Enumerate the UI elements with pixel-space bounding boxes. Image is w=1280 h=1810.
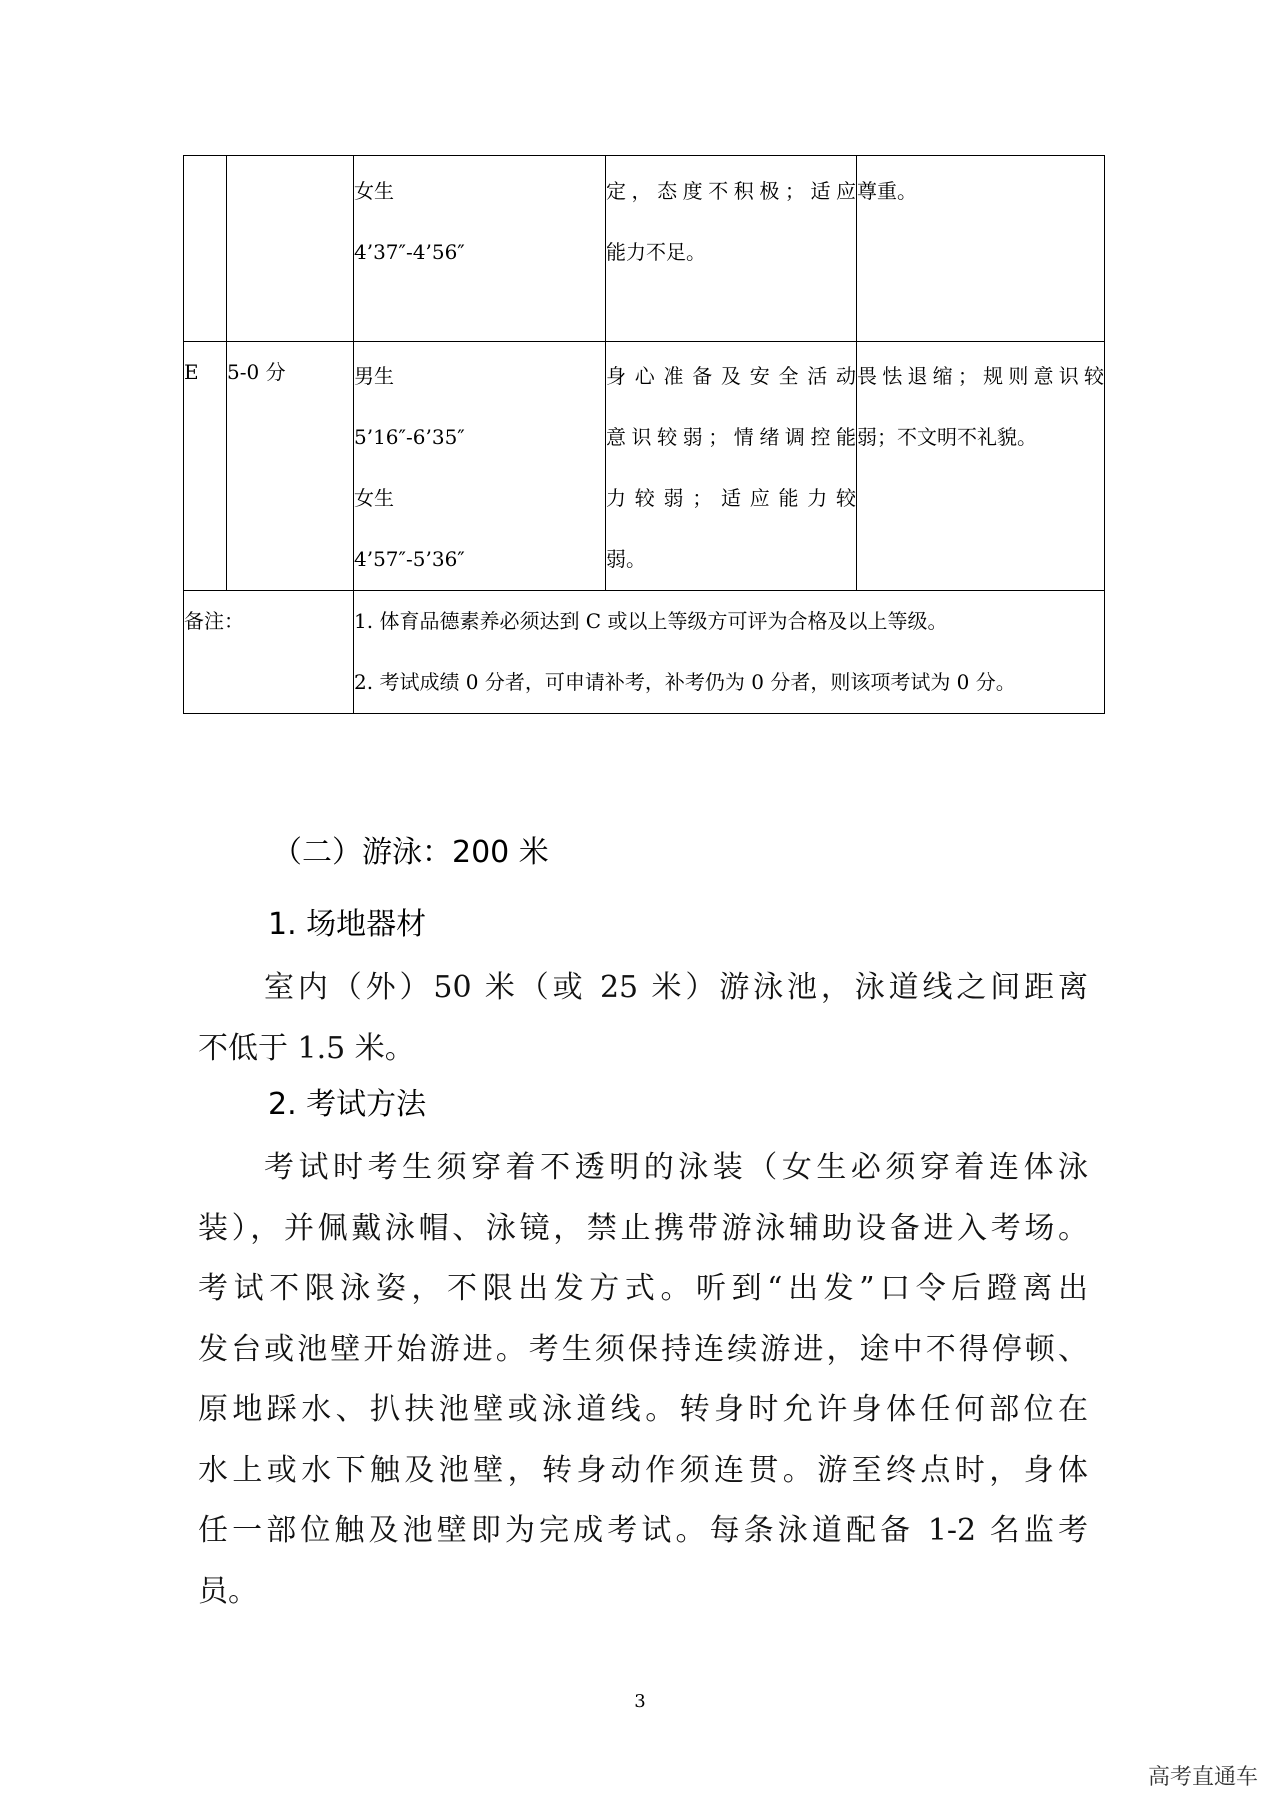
physical-line: 定，态度不积极；适应 [606, 179, 856, 203]
physical-line: 弱。 [606, 547, 646, 571]
moral-line: 弱；不文明不礼貌。 [857, 425, 1037, 449]
paragraph-line: 发台或池壁开始游进。考生须保持连续游进，途中不得停顿、 [198, 1331, 1088, 1367]
score-cell: 5-0 分 [227, 342, 354, 591]
method-paragraph [198, 1138, 1088, 1622]
physical-line: 能力不足。 [606, 240, 706, 264]
score-cell [227, 156, 354, 342]
time-cell [354, 156, 606, 342]
table-row-d-continued [184, 156, 1105, 342]
time-cell [354, 342, 606, 591]
physical-line: 力较弱；适应能力较 [606, 486, 856, 510]
physical-cell [606, 156, 857, 342]
table-row-notes [184, 591, 1105, 714]
grade-cell [184, 156, 227, 342]
paragraph-line: 装），并佩戴泳帽、泳镜，禁止携带游泳辅助设备进入考场。 [198, 1210, 1088, 1246]
time-range-female: 4’57″-5’36″ [354, 547, 465, 571]
time-label-male: 男生 [354, 364, 394, 388]
paragraph-line: 不低于 1.5 米。 [198, 1030, 415, 1066]
paragraph-line: 员。 [198, 1573, 258, 1609]
notes-cell [354, 591, 1105, 714]
physical-line: 身心准备及安全活动 [606, 364, 856, 388]
paragraph-line: 任一部位触及池壁即为完成考试。每条泳道配备 1-2 名监考 [198, 1513, 1088, 1548]
moral-cell [857, 156, 1105, 342]
paragraph-line: 室内（外）50 米（或 25 米）游泳池，泳道线之间距离 [264, 970, 1088, 1005]
table-row-e [184, 342, 1105, 591]
method-heading: 2. 考试方法 [268, 1087, 427, 1122]
note-item: 2. 考试成绩 0 分者，可申请补考，补考仍为 0 分者，则该项考试为 0 分。 [354, 670, 1016, 694]
physical-line: 意识较弱；情绪调控能 [606, 425, 856, 449]
physical-cell [606, 342, 857, 591]
paragraph-line: 原地踩水、扒扶池壁或泳道线。转身时允许身体任何部位在 [198, 1392, 1088, 1427]
watermark: 高考直通车 [1147, 1765, 1258, 1790]
paragraph-line: 考试不限泳姿，不限出发方式。听到“出发”口令后蹬离出 [198, 1271, 1088, 1306]
grade-cell: E [184, 342, 227, 591]
notes-label: 备注： [184, 591, 354, 714]
venue-heading: 1. 场地器材 [268, 907, 427, 942]
paragraph-line: 水上或水下触及池壁，转身动作须连贯。游至终点时，身体 [198, 1452, 1088, 1488]
section-title: （二）游泳：200 米 [272, 835, 549, 870]
page-number: 3 [634, 1691, 646, 1712]
grading-table [183, 155, 1105, 714]
venue-paragraph [198, 958, 1088, 1079]
moral-cell [857, 342, 1105, 591]
time-range-female: 4’37″-4’56″ [354, 240, 465, 264]
time-range-male: 5’16″-6’35″ [354, 425, 465, 449]
note-item: 1. 体育品德素养必须达到 C 或以上等级方可评为合格及以上等级。 [354, 609, 948, 633]
moral-line: 畏怯退缩；规则意识较 [857, 364, 1104, 388]
time-label-female: 女生 [354, 179, 394, 203]
moral-line: 尊重。 [857, 179, 917, 203]
paragraph-line: 考试时考生须穿着不透明的泳装（女生必须穿着连体泳 [264, 1150, 1088, 1185]
time-label-female: 女生 [354, 486, 394, 510]
